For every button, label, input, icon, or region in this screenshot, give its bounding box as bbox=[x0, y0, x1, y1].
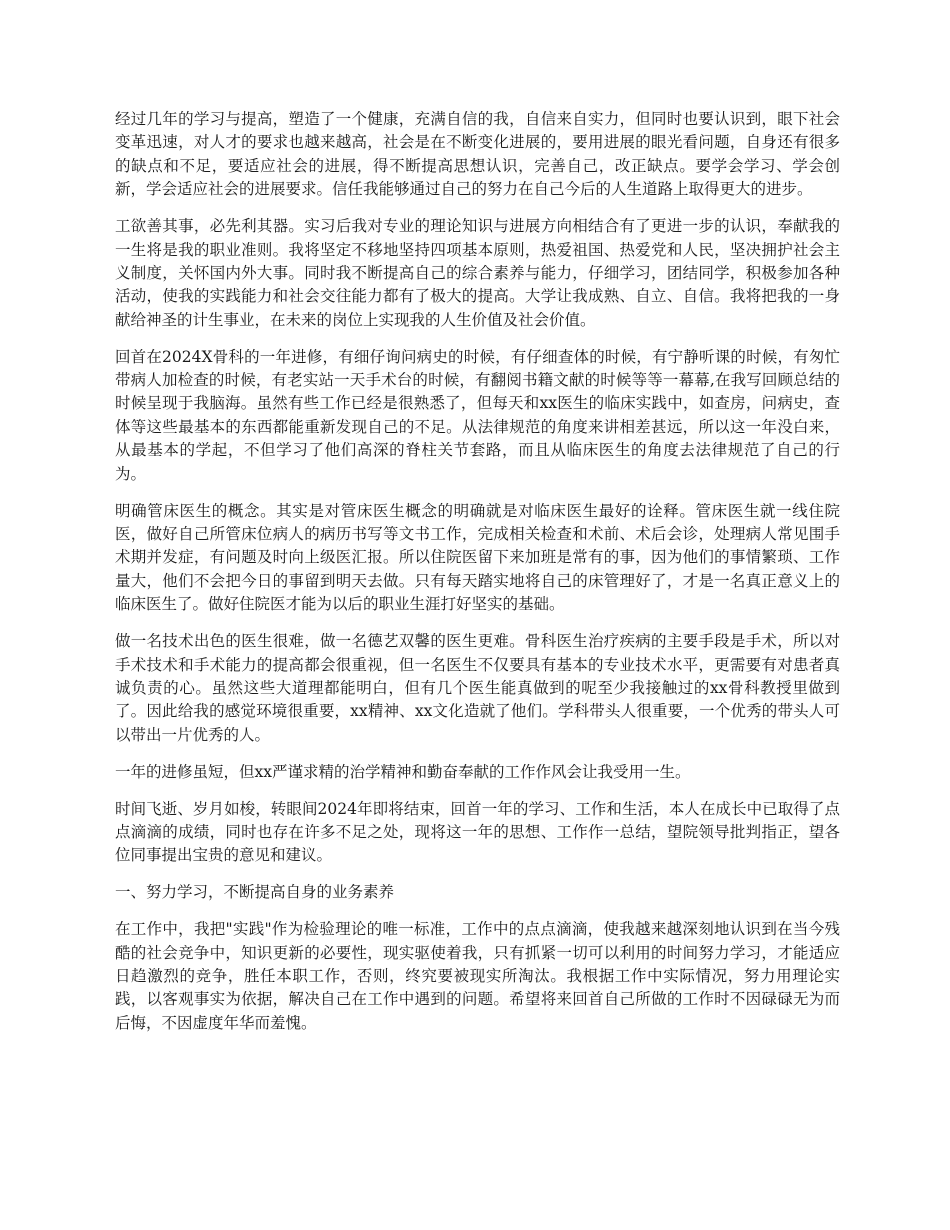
paragraph-3: 回首在2024X骨科的一年进修，有细仔询问病史的时候，有仔细查体的时候，有宁静听课的时候，有匆忙带病人加检查的时候，有老实站一天手术台的时候，有翻阅书籍文献的时候等等一幕幕,在我写回顾总结的时候呈现于我脑海。虽然有些工作已经是很熟悉了，但每天和xx医生的临床实践中，如查房，问病史，查体等这些最基本的东西都能重新发现自己的不足。从法律规范的角度来讲相差甚远，所以这一年没白来，从最基本的学起，不但学习了他们高深的脊柱关节套路，而且从临床医生的角度去法律规范了自己的行为。 bbox=[115, 347, 840, 483]
section-heading: 一、努力学习，不断提高自身的业务素养 bbox=[115, 883, 395, 902]
paragraph-1: 经过几年的学习与提高，塑造了一个健康，充满自信的我，自信来自实力，但同时也要认识到，眼下社会变革迅速，对人才的要求也越来越高，社会是在不断变化进展的，要用进展的眼光看问题，自身还有很多的缺点和不足，要适应社会的进展，得不断提高思想认识，完善自己，改正缺点。要学会学习、学会创新，学会适应社会的进展要求。信任我能够通过自己的努力在自己今后的人生道路上取得更大的进步。 bbox=[115, 110, 840, 199]
paragraph-8: 在工作中，我把"实践"作为检验理论的唯一标准，工作中的点点滴滴，使我越来越深刻地认识到在当今残酷的社会竞争中，知识更新的必要性，现实驱使着我，只有抓紧一切可以利用的时间努力学习，才能适应日趋激烈的竞争，胜任本职工作，否则，终究要被现实所淘汰。我根据工作中实际情况，努力用理论实践，以客观事实为依据，解决自己在工作中遇到的问题。希望将来回首自己所做的工作时不因碌碌无为而后悔，不因虚度年华而羞愧。 bbox=[115, 920, 840, 1032]
paragraph-2: 工欲善其事，必先利其器。实习后我对专业的理论知识与进展方向相结合有了更进一步的认识，奉献我的一生将是我的职业准则。我将坚定不移地坚持四项基本原则，热爱祖国、热爱党和人民，坚决拥护社会主义制度，关怀国内外大事。同时我不断提高自己的综合素养与能力，仔细学习，团结同学，积极参加各种活动，使我的实践能力和社会交往能力都有了极大的提高。大学让我成熟、自立、自信。我将把我的一身献给神圣的计生事业，在未来的岗位上实现我的人生价值及社会价值。 bbox=[115, 217, 840, 329]
document-body bbox=[115, 108, 840, 1049]
paragraph-7: 时间飞逝、岁月如梭，转眼间2024年即将结束，回首一年的学习、工作和生活，本人在成长中已取得了点点滴滴的成绩，同时也存在许多不足之处，现将这一年的思想、工作作一总结，望院领导批判指正，望各位同事提出宝贵的意见和建议。 bbox=[115, 799, 840, 865]
paragraph-4: 明确管床医生的概念。其实是对管床医生概念的明确就是对临床医生最好的诠释。管床医生就一线住院医，做好自己所管床位病人的病历书写等文书工作，完成相关检查和术前、术后会诊，处理病人常见围手术期并发症，有问题及时向上级医汇报。所以住院医留下来加班是常有的事，因为他们的事情繁琐、工作量大，他们不会把今日的事留到明天去做。只有每天踏实地将自己的床管理好了，才是一名真正意义上的临床医生了。做好住院医才能为以后的职业生涯打好坚实的基础。 bbox=[115, 501, 840, 614]
paragraph-5: 做一名技术出色的医生很难，做一名德艺双馨的医生更难。骨科医生治疗疾病的主要手段是手术，所以对手术技术和手术能力的提高都会很重视，但一名医生不仅要具有基本的专业技术水平，更需要有对患者真诚负责的心。虽然这些大道理都能明白，但有几个医生能真做到的呢至少我接触过的xx骨科教授里做到了。因此给我的感觉环境很重要，xx精神、xx文化造就了他们。学科带头人很重要，一个优秀的带头人可以带出一片优秀的人。 bbox=[115, 632, 840, 744]
paragraph-6: 一年的进修虽短，但xx严谨求精的治学精神和勤奋奉献的工作作风会让我受用一生。 bbox=[115, 762, 691, 781]
